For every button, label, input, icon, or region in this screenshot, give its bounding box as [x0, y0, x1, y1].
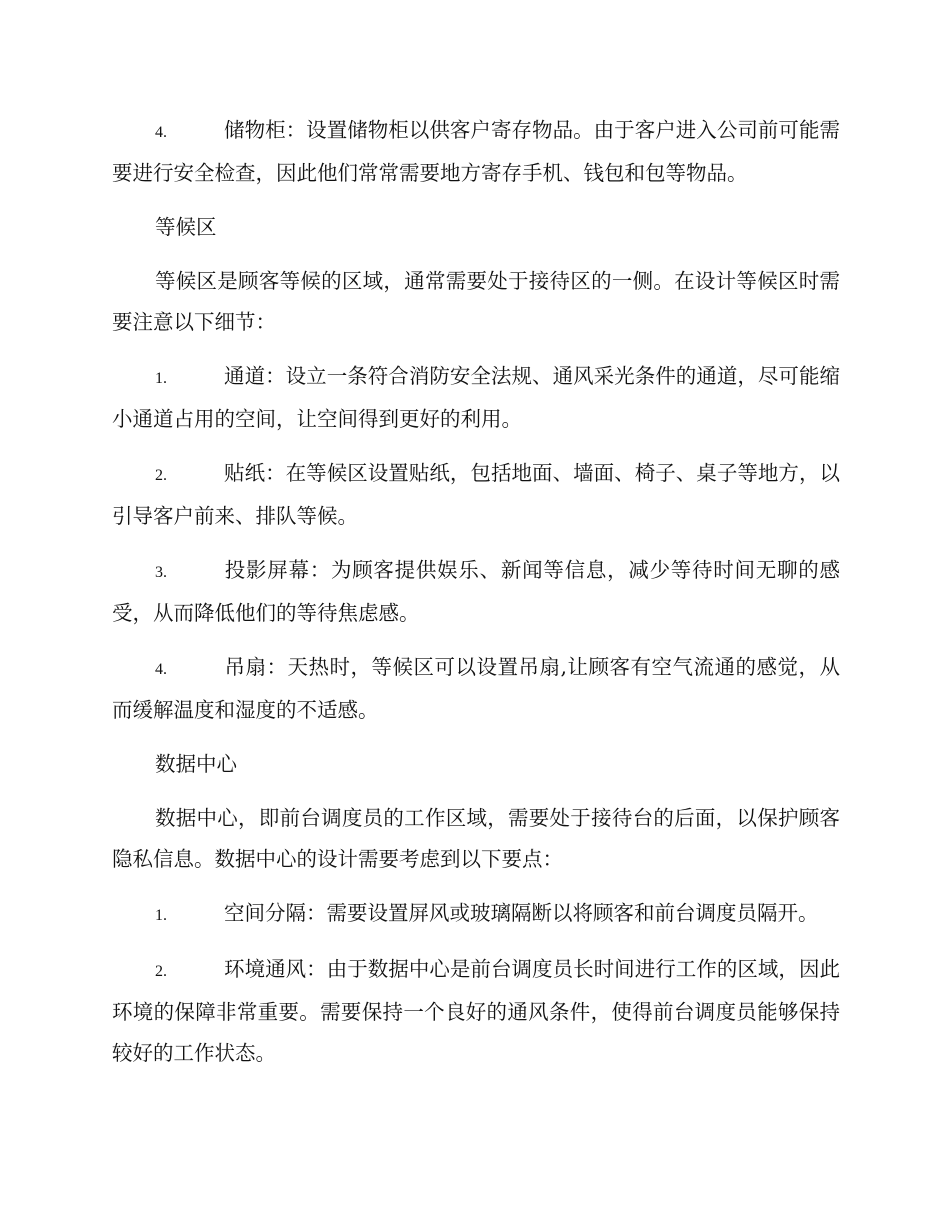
list-item-text: 贴纸：在等候区设置贴纸，包括地面、墙面、椅子、桌子等地方，以引导客户前来、排队等候。 — [112, 461, 840, 528]
list-item-number: 3. — [155, 564, 167, 581]
list-item — [112, 949, 840, 1074]
list-item-text: 投影屏幕：为顾客提供娱乐、新闻等信息，减少等待时间无聊的感受，从而降低他们的等待焦虑感。 — [112, 558, 840, 625]
list-item-number: 2. — [155, 963, 167, 980]
list-item-number: 1. — [155, 907, 167, 924]
list-item — [112, 550, 840, 634]
list-item — [112, 453, 840, 537]
section-heading-waiting-area: 等候区 — [155, 215, 217, 239]
list-item — [112, 110, 840, 194]
list-item-text: 通道：设立一条符合消防安全法规、通风采光条件的通道，尽可能缩小通道占用的空间，让空间得到更好的利用。 — [112, 364, 840, 431]
list-item-number: 2. — [155, 467, 167, 484]
list-item-text: 储物柜：设置储物柜以供客户寄存物品。由于客户进入公司前可能需要进行安全检查，因此他们常常需要地方寄存手机、钱包和包等物品。 — [112, 118, 840, 185]
list-item — [112, 647, 840, 731]
list-item-text: 环境通风：由于数据中心是前台调度员长时间进行工作的区域，因此环境的保障非常重要。需要保持一个良好的通风条件，使得前台调度员能够保持较好的工作状态。 — [112, 957, 840, 1065]
waiting-area-intro: 等候区是顾客等候的区域，通常需要处于接待区的一侧。在设计等候区时需要注意以下细节： — [112, 269, 840, 334]
section-heading-data-center: 数据中心 — [155, 752, 237, 776]
list-item-number: 1. — [155, 370, 167, 387]
list-item — [112, 893, 840, 936]
data-center-intro: 数据中心，即前台调度员的工作区域，需要处于接待台的后面，以保护顾客隐私信息。数据中心的设计需要考虑到以下要点： — [112, 806, 840, 871]
list-item — [112, 356, 840, 440]
document-content — [112, 110, 840, 1087]
list-item-number: 4. — [155, 661, 167, 678]
list-item-text: 吊扇：天热时，等候区可以设置吊扇,让顾客有空气流通的感觉，从而缓解温度和湿度的不适感。 — [112, 655, 840, 722]
list-item-number: 4. — [155, 124, 167, 141]
list-item-text: 空间分隔：需要设置屏风或玻璃隔断以将顾客和前台调度员隔开。 — [224, 901, 819, 925]
